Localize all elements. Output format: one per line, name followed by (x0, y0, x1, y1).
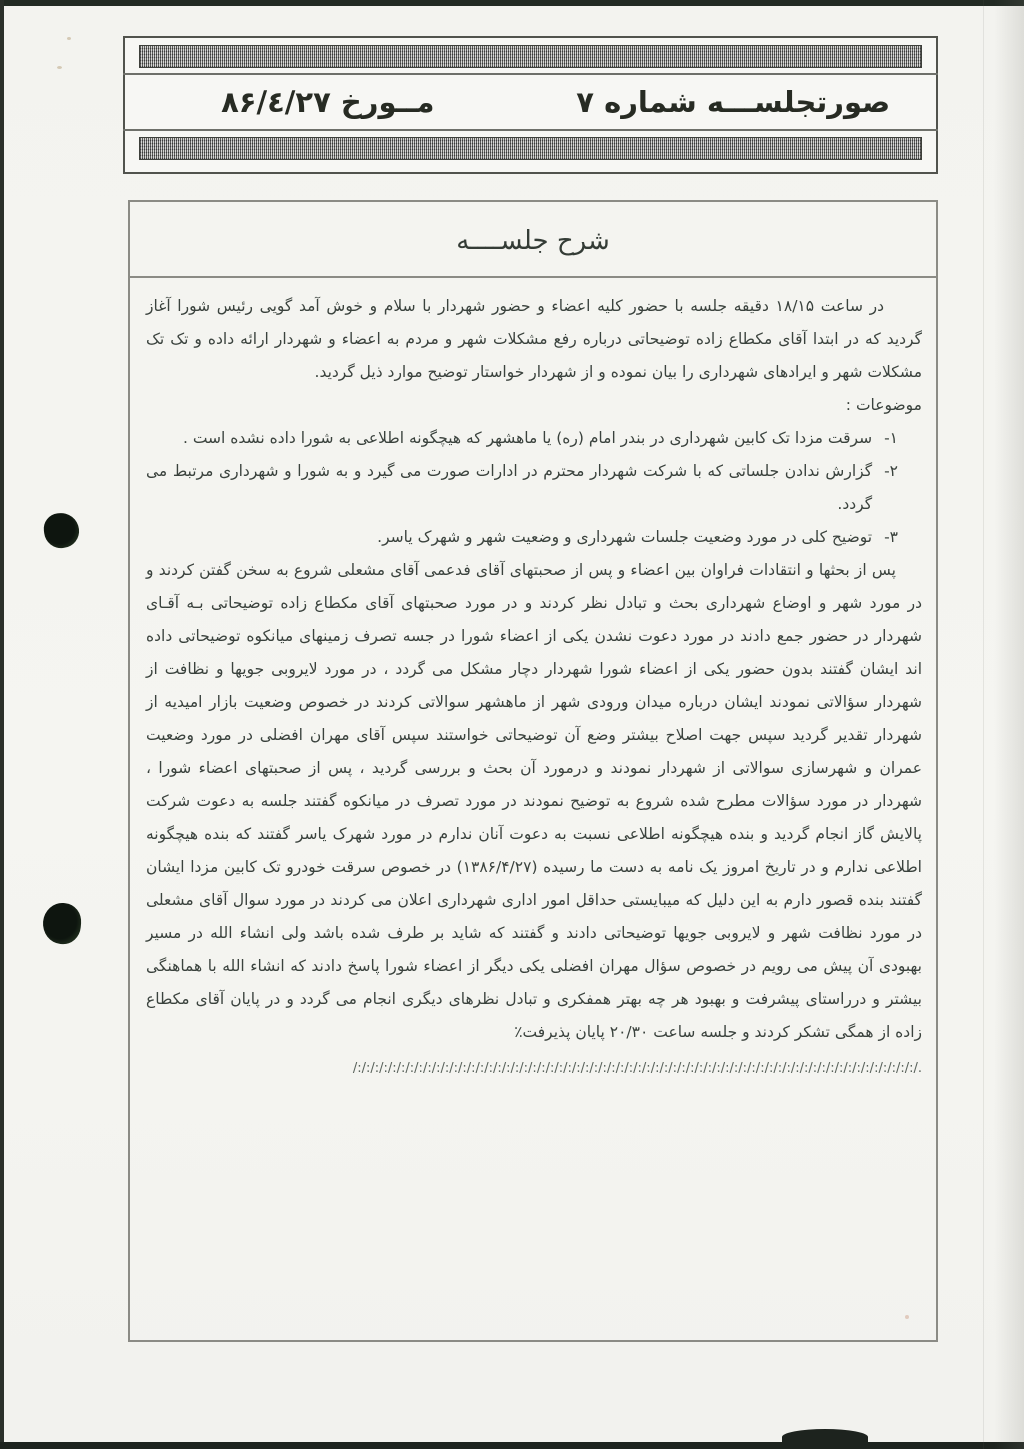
document-date: مــورخ ۸۶/٤/۲۷ (221, 85, 435, 119)
scan-edge-right-shade (994, 0, 1024, 1449)
header-rule-bottom (123, 129, 938, 131)
topics-label: موضوعات : (845, 396, 922, 414)
topic-number: ۳- (884, 528, 898, 546)
header-title-row (125, 75, 936, 129)
end-slash-line: /:/:/:/:/:/:/:/:/:/:/:/:/:/:/:/:/:/:/:/:/:/:/:/:/:/:/:/:/:/:/:/:/:/:/:/:/:/:/:/:/:/:/:/:/:/:/:/:/:/:/:/:/:/:/:/:/:/:/:/:/:/:/:/:/. (352, 1061, 922, 1076)
minutes-content-box (128, 200, 938, 1342)
topic-item-3 (146, 521, 922, 554)
hatch-bar-bottom (139, 137, 922, 160)
paper-fold-line (983, 0, 984, 1449)
punch-hole-top (42, 511, 81, 550)
paper-speck (57, 66, 62, 69)
hatch-bar-top (139, 45, 922, 68)
topic-text: سرقت مزدا تک کابین شهرداری در بندر امام (ره) یا ماهشهر که هیچگونه اطلاعی به شورا داده نشده است . (182, 429, 873, 447)
topic-text: گزارش ندادن جلساتی که با شرکت شهردار محترم در ادارات صورت می گیرد و به شورا و شهرداری مرتبط می گردد. (146, 462, 873, 513)
main-paragraph: پس از بحثها و انتقادات فراوان بین اعضاء و پس از صحبتهای آقای فدعمی آقای مشعلی شروع به سخن گفتن کردند و در مورد شهر و اوضاع شهرداری بحث و تبادل نظر کردند و در مورد صحبتهای آقای مکطاع زاده توضیحاتی بـه آقـای شهردار در حضور جمع دادند در مورد دعوت نشدن یکی از اعضاء شورا در جسه تصرف زمینهای میانکوه توضیحاتی داده اند ایشان گفتند بدون حضور یکی از اعضاء شورا شهردار دچار مشکل می گردد ، در مورد لایروبی جویها و نظافت از شهردار سؤالاتی نمودند ایشان درباره میدان ورودی شهر از ماهشهر سوالاتی کردند در خصوص وضعیت بازار امیدیه از شهردار تقدیر گردید سپس جهت اصلاح بیشتر وضع آن توضیحاتی خواستند سپس آقای مهران افضلی در مورد وضعیت عمران و شهرسازی سوالاتی از شهردار نمودند و درمورد آن بحث و بررسی گردید ، پس از صحبتهای اعضاء شورا ، شهردار در مورد سؤالات مطرح شده شروع به توضیح نمودند در مورد تصرف در میانکوه گفتند جلسه به دعوت شرکت پالایش گاز انجام گردید و بنده هیچگونه اطلاعی نسبت به دعوت آنان ندارم در مورد شهرک یاسر گفتند که بنده هیچگونه اطلاعی ندارم و در تاریخ امروز یک نامه به دست ما رسیده (۱۳۸۶/۴/۲۷) در خصوص سرقت خودرو تک کابین مزدا ایشان گفتند بنده قصور دارم به این دلیل که میبایستی حداقل امور اداری شهرداری اعلان می کردند در مورد سوال آقای مشعلی در مورد نظافت شهر و لایروبی جویها توضیحاتی دادند و گفتند که شاید بر طرف شده باشد ولی انشاء الله در مسیر بهبودی آن پیش می رویم در خصوص سؤال مهران افضلی یکی دیگر از اعضاء شورا پاسخ دادند که انشاء الله با هماهنگی بیشتر و درراستای پیشرفت و بهبود هر چه بهتر همفکری و تبادل نظرهای دیگری انجام می گردد و در پایان آقای مکطاع زاده از همگی تشکر کردند و جلسه ساعت ۲۰/۳۰ پایان پذیرفت٪ (146, 561, 922, 1041)
document-title: صورتجلســـه شماره ۷ (576, 85, 891, 119)
document-header (123, 36, 938, 174)
section-title: شرح جلســــه (456, 226, 610, 256)
scan-edge-bottom (0, 1442, 1024, 1449)
topic-text: توضیح کلی در مورد وضعیت جلسات شهرداری و وضعیت شهر و شهرک یاسر. (377, 528, 873, 546)
topic-number: ۱- (884, 429, 898, 447)
scan-edge-artifact (782, 1429, 868, 1445)
scan-edge-top (0, 0, 1024, 6)
topic-item-2 (146, 455, 922, 521)
punch-hole-bottom (41, 901, 82, 945)
intro-paragraph: در ساعت ۱۸/۱۵ دقیقه جلسه با حضور کلیه اعضاء و حضور شهردار با سلام و خوش آمد گویی رئیس شورا آغاز گردید که در ابتدا آقای مکطاع زاده توضیحاتی درباره رفع مشکلات شهر و مردم به اعضاء و شهردار ارائه داده و تک تک مشکلات شهر و ایرادهای شهرداری را بیان نموده و از شهردار خواستار توضیح موارد ذیل گردید. (146, 297, 922, 381)
paper-speck (67, 37, 71, 40)
scan-edge-left (0, 0, 4, 1449)
minutes-text (130, 278, 936, 1085)
topic-item-1 (146, 422, 922, 455)
topic-number: ۲- (884, 462, 898, 480)
